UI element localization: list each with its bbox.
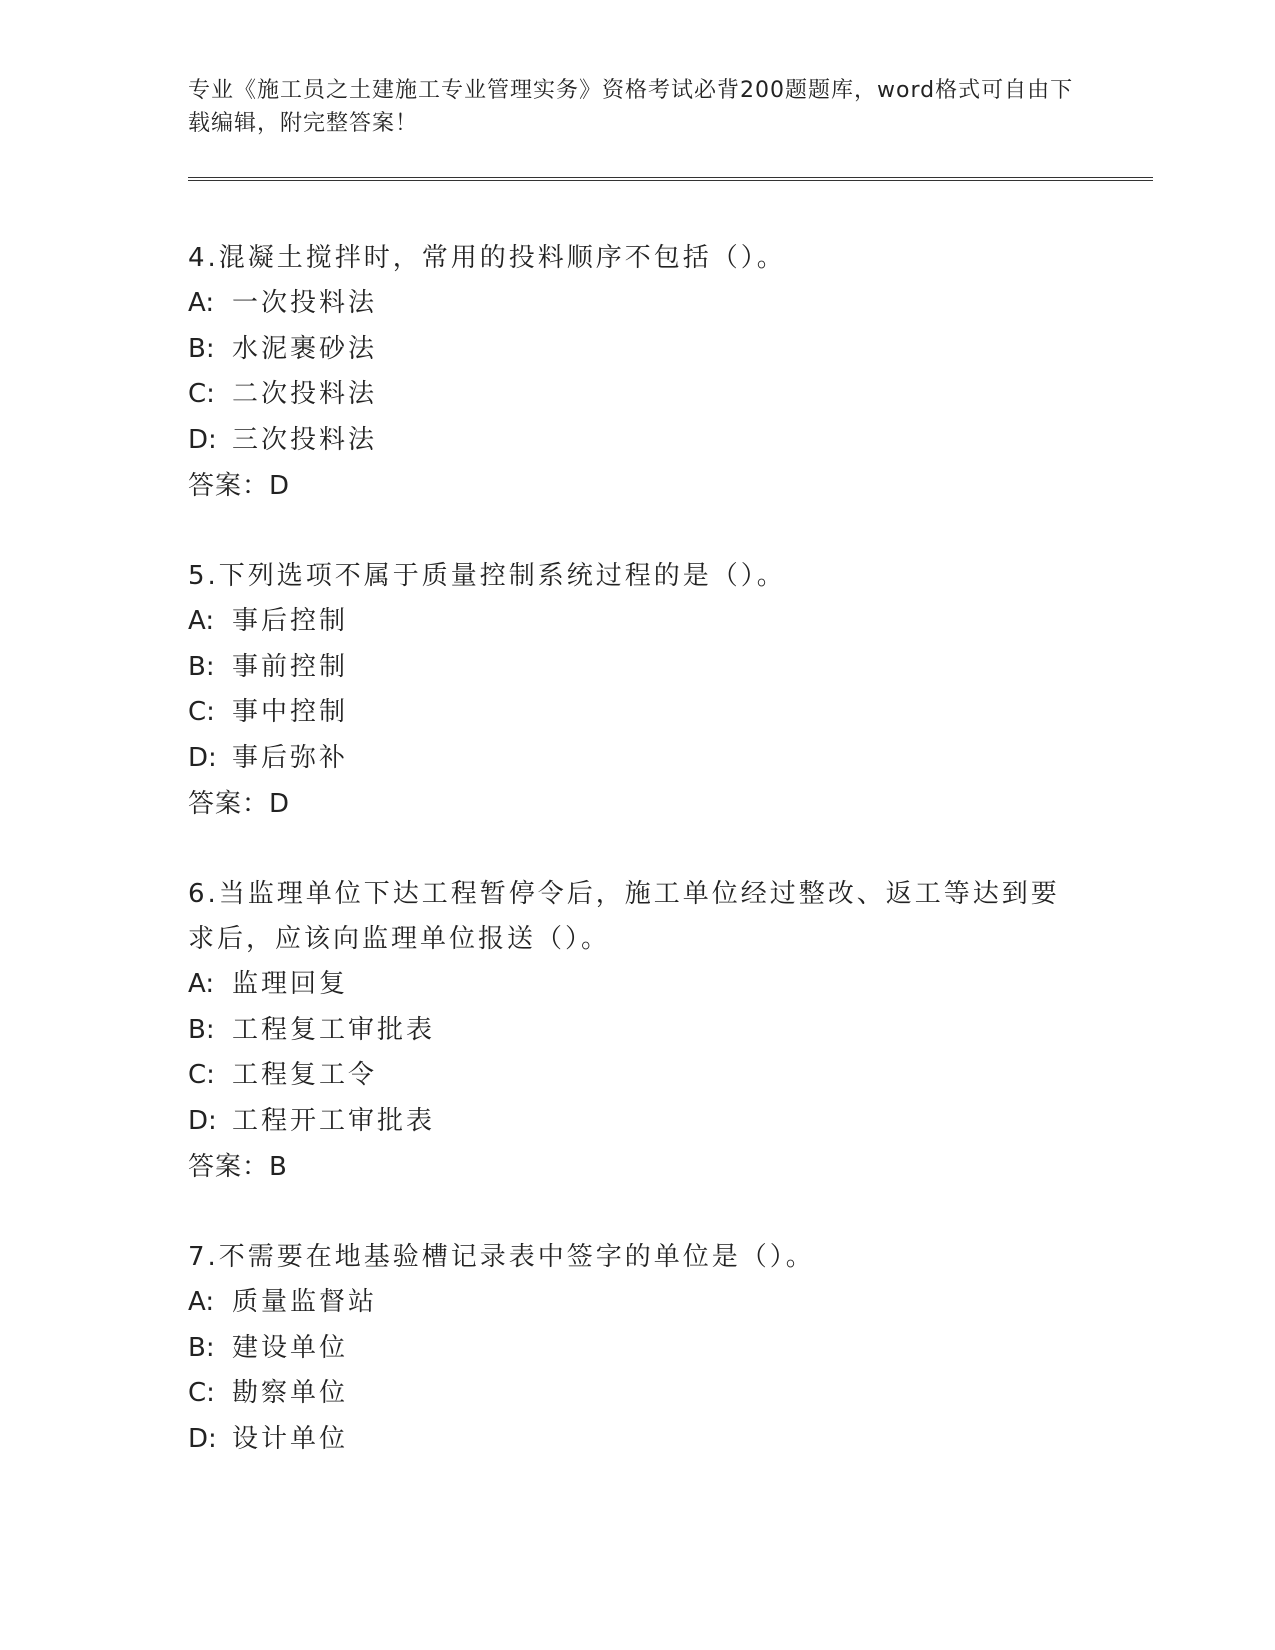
option-letter: D:: [188, 1423, 217, 1454]
option-b: [188, 645, 1148, 691]
answer-line: 答案：D: [188, 471, 291, 501]
question-4: [188, 236, 1148, 509]
option-text: 二次投料法: [232, 379, 378, 409]
option-b: [188, 1008, 1148, 1054]
option-letter: A:: [188, 288, 215, 318]
option-text: 三次投料法: [232, 424, 378, 455]
option-d: [188, 1099, 1148, 1145]
option-b: [188, 1326, 1148, 1372]
option-letter: C:: [188, 379, 215, 409]
option-letter: B:: [188, 333, 215, 364]
question-stem: 6.当监理单位下达工程暂停令后，施工单位经过整改、返工等达到要求后，应该向监理单位报送（）。: [188, 879, 1060, 954]
option-c: [188, 690, 1148, 736]
option-letter: D:: [188, 424, 217, 455]
option-d: [188, 418, 1148, 464]
option-text: 工程开工审批表: [232, 1105, 436, 1136]
question-stem: 5.下列选项不属于质量控制系统过程的是（）。: [188, 561, 786, 591]
option-text: 一次投料法: [232, 288, 378, 318]
option-text: 事后弥补: [232, 742, 349, 773]
option-text: 事前控制: [232, 651, 349, 682]
option-c: [188, 1371, 1148, 1417]
option-letter: A:: [188, 606, 215, 636]
option-letter: A:: [188, 1287, 215, 1317]
option-text: 工程复工审批表: [232, 1014, 436, 1045]
question-6: [188, 872, 1148, 1190]
option-a: [188, 962, 1148, 1008]
option-letter: C:: [188, 697, 215, 727]
option-text: 设计单位: [232, 1423, 349, 1454]
option-letter: A:: [188, 969, 215, 999]
question-stem: 4.混凝土搅拌时，常用的投料顺序不包括（）。: [188, 243, 786, 273]
answer-line: 答案：D: [188, 789, 291, 819]
option-letter: D:: [188, 1105, 217, 1136]
option-text: 建设单位: [232, 1332, 349, 1363]
question-list: [188, 236, 1148, 1507]
option-text: 水泥裹砂法: [232, 333, 378, 364]
option-d: [188, 1417, 1148, 1463]
question-stem: 7.不需要在地基验槽记录表中签字的单位是（）。: [188, 1242, 815, 1272]
question-5: [188, 554, 1148, 827]
option-letter: B:: [188, 651, 215, 682]
option-a: [188, 599, 1148, 645]
option-text: 工程复工令: [232, 1060, 378, 1090]
option-a: [188, 281, 1148, 327]
header-divider: [188, 177, 1153, 181]
option-text: 事中控制: [232, 697, 349, 727]
option-letter: C:: [188, 1378, 215, 1408]
document-header: [188, 74, 1088, 140]
option-text: 质量监督站: [232, 1287, 378, 1317]
option-text: 事后控制: [232, 606, 349, 636]
header-text: 专业《施工员之土建施工专业管理实务》资格考试必背200题题库，word格式可自由下载编辑，附完整答案！: [188, 78, 1074, 136]
option-a: [188, 1280, 1148, 1326]
option-b: [188, 327, 1148, 373]
option-letter: B:: [188, 1332, 215, 1363]
option-text: 勘察单位: [232, 1378, 349, 1408]
option-letter: D:: [188, 742, 217, 773]
option-c: [188, 1053, 1148, 1099]
option-letter: C:: [188, 1060, 215, 1090]
option-text: 监理回复: [232, 969, 349, 999]
question-7: [188, 1235, 1148, 1462]
answer-line: 答案：B: [188, 1152, 288, 1182]
option-d: [188, 736, 1148, 782]
option-c: [188, 372, 1148, 418]
option-letter: B:: [188, 1014, 215, 1045]
